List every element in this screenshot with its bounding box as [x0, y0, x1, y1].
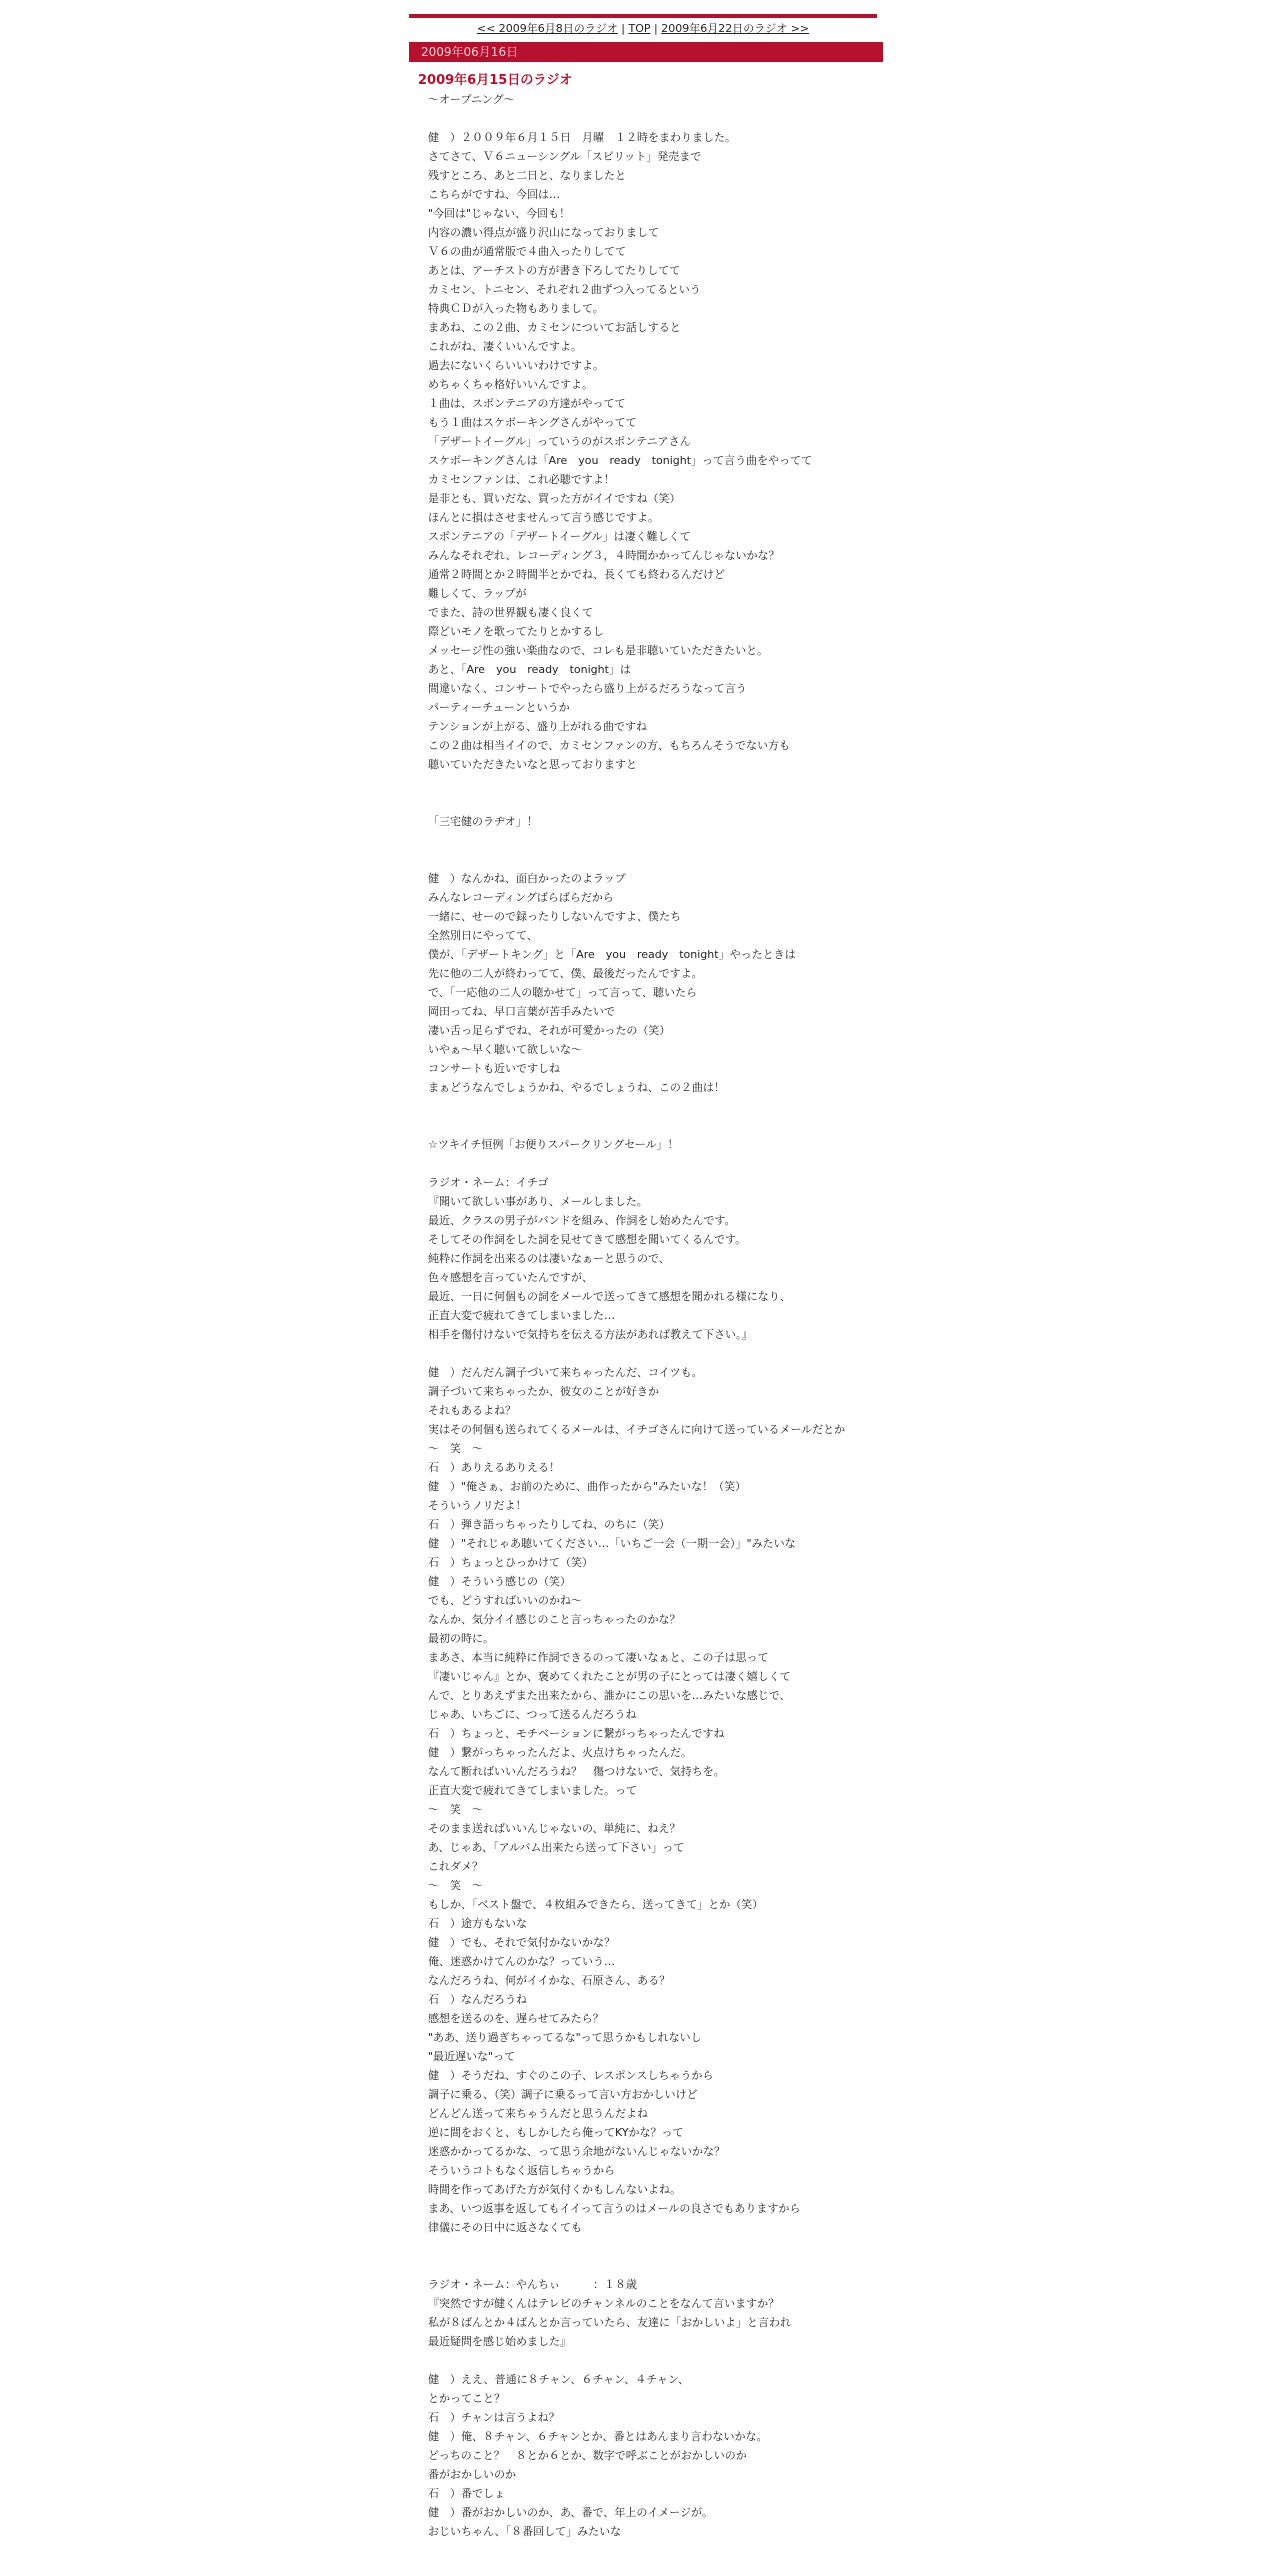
text-line: 俺、迷惑かけてんのかな？っていう… [428, 1955, 615, 1968]
text-line: 石 ）途方もないな [428, 1917, 527, 1930]
text-line: 間違いなく、コンサートでやったら盛り上がるだろうなって言う [428, 682, 747, 695]
text-line: 石 ）番でしょ [428, 2487, 505, 2500]
text-line: 健 ）そういう感じの（笑） [428, 1575, 571, 1588]
blank-line [428, 793, 878, 812]
text-line: 時間を作ってあげた方が気付くかもしんないよね。 [428, 2183, 681, 2196]
text-line: 私が８ばんとか４ばんとか言っていたら、友達に「おかしいよ」と言われ [428, 2316, 791, 2329]
text-line: 『突然ですが健くんはテレビのチャンネルのことをなんて言いますか？ [428, 2297, 780, 2310]
text-line: ほんとに損はさせませんって言う感じですよ。 [428, 511, 659, 524]
text-line: で、「一応他の二人の聴かせて」って言って、聴いたら [428, 986, 698, 999]
text-line: 純粋に作詞を出来るのは凄いなぁーと思うので、 [428, 1252, 670, 1265]
text-line: とかってこと？ [428, 2392, 505, 2405]
text-line: 僕が、「デザートキング」と「Are you ready tonight」やったときは [428, 948, 796, 961]
text-line: "ああ、送り過ぎちゃってるな"って思うかもしれないし [428, 2031, 702, 2044]
text-line: 健 ）"それじゃあ聴いてください…「いちご一会（一期一会）」"みたいな [428, 1537, 796, 1550]
text-line: 最近、クラスの男子がバンドを組み、作詞をし始めたんです。 [428, 1214, 736, 1227]
text-line: 際どいモノを歌ってたりとかするし [428, 625, 604, 638]
text-line: 難しくて、ラップが [428, 587, 527, 600]
text-line: 健 ）そうだね、すぐのこの子、レスポンスしちゃうから [428, 2069, 714, 2082]
text-line: 逆に間をおくと、もしかしたら俺ってKYかな？って [428, 2126, 684, 2139]
text-line: 石 ）なんだろうね [428, 1993, 527, 2006]
text-line: めちゃくちゃ格好いいんですよ。 [428, 378, 593, 391]
text-line: 石 ）ありえるありえる！ [428, 1461, 560, 1474]
text-line: 「デザートイーグル」っていうのがスポンテニアさん [428, 435, 691, 448]
text-line: まあね、この２曲、カミセンについてお話しすると [428, 321, 681, 334]
blank-line [428, 2237, 878, 2256]
text-line: カミセンファンは、これ必聴ですよ！ [428, 473, 615, 486]
text-line: 石 ）ちょっと、モチベーションに繋がっちゃったんですね [428, 1727, 725, 1740]
text-line: でも、どうすればいいのかね～ [428, 1594, 582, 1607]
text-line: Ｖ６の曲が通常版で４曲入ったりしてて [428, 245, 626, 258]
text-line: 岡田ってね、早口言葉が苦手みたいで [428, 1005, 615, 1018]
text-line: 是非とも、買いだな、買った方がイイですね（笑） [428, 492, 681, 505]
text-line: あとは、アーチストの方が書き下ろしてたりしてて [428, 264, 681, 277]
text-line: みんなそれぞれ、レコーディング３，４時間かかってんじゃないかな？ [428, 549, 780, 562]
text-line: 一緒に、せーので録ったりしないんですよ、僕たち [428, 910, 681, 923]
text-line: 過去にないくらいいいわけですよ。 [428, 359, 604, 372]
top-link[interactable]: TOP [628, 22, 651, 35]
text-line: ～オープニング～ [428, 93, 515, 106]
text-line: あと、「Are you ready tonight」は [428, 663, 631, 676]
blank-line [428, 1116, 878, 1135]
text-line: もう１曲はスケボーキングさんがやってて [428, 416, 637, 429]
text-line: 健 ）なんかね、面白かったのよラップ [428, 872, 626, 885]
text-line: まあさ、本当に純粋に作詞できるのって凄いなぁと、この子は思って [428, 1651, 769, 1664]
text-line: これがね、凄くいいんですよ。 [428, 340, 582, 353]
text-line: 正直大変で疲れてきてしまいました… [428, 1309, 615, 1322]
text-line: カミセン、トニセン、それぞれ２曲ずつ入ってるという [428, 283, 701, 296]
text-line: 調子づいて来ちゃったか、彼女のことが好きか [428, 1385, 659, 1398]
text-line: そういうコトもなく返信しちゃうから [428, 2164, 615, 2177]
text-line: 先に他の二人が終わってて、僕、最後だったんですよ。 [428, 967, 703, 980]
text-line: 石 ）チャンは言うよね？ [428, 2411, 560, 2424]
text-line: 残すところ、あと二日と、なりましたと [428, 169, 626, 182]
text-line: スケボーキングさんは「Are you ready tonight」って言う曲をやってて [428, 454, 813, 467]
text-line: そのまま送ればいいんじゃないの、単純に、ねえ？ [428, 1822, 681, 1835]
text-line: じゃあ、いちごに、つって送るんだろうね [428, 1708, 637, 1721]
text-line: ～ 笑 ～ [428, 1803, 483, 1816]
blank-line [428, 1154, 878, 1173]
text-line: おじいちゃん、「８番回して」みたいな [428, 2525, 622, 2538]
header-rule [409, 14, 877, 18]
text-line: 全然別日にやってて、 [428, 929, 538, 942]
text-line: コンサートも近いですしね [428, 1062, 560, 1075]
blank-line [428, 1344, 878, 1363]
blank-line [428, 2351, 878, 2370]
text-line: 「三宅健のラヂオ」！ [428, 815, 538, 828]
text-line: まあ、いつ返事を返してもイイって言うのはメールの良さでもありますから [428, 2202, 801, 2215]
text-line: パーティーチューンというか [428, 701, 570, 714]
text-line: 健 ）ええ、普通に８チャン、６チャン、４チャン、 [428, 2373, 690, 2386]
text-line: あ、じゃあ、「アルバム出来たら送って下さい」って [428, 1841, 685, 1854]
text-line: この２曲は相当イイので、カミセンファンの方、もちろんそうでない方も [428, 739, 791, 752]
text-line: 感想を送るのを、遅らせてみたら？ [428, 2012, 604, 2025]
blank-line [428, 850, 878, 869]
text-line: んで、とりあえずまた出来たから、誰かにこの思いを…みたいな感じで、 [428, 1689, 791, 1702]
text-line: "今回は"じゃない、今回も！ [428, 207, 571, 220]
text-line: 健 ）でも、それで気付かないかな？ [428, 1936, 615, 1949]
text-line: どっちのこと？ ８とか６とか、数字で呼ぶことがおかしいのか [428, 2449, 747, 2462]
nav-separator: | [650, 22, 662, 35]
prev-entry-link[interactable]: << 2009年6月8日のラジオ [476, 22, 618, 35]
text-line: いやぁ～早く聴いて欲しいな～ [428, 1043, 582, 1056]
text-line: ～ 笑 ～ [428, 1442, 483, 1455]
text-line: なんだろうね、何がイイかな、石原さん、ある？ [428, 1974, 671, 1987]
text-line: どんどん送って来ちゃうんだと思うんだよね [428, 2107, 648, 2120]
text-line: 特典ＣＤが入った物もありまして。 [428, 302, 604, 315]
text-line: 迷惑かかってるかな、って思う余地がないんじゃないかな？ [428, 2145, 725, 2158]
text-line: ☆ツキイチ恒例「お便りスパークリングセール」！ [428, 1138, 679, 1151]
blank-line [428, 831, 878, 850]
text-line: でまた、詩の世界観も凄く良くて [428, 606, 593, 619]
blank-line [428, 109, 878, 128]
text-line: これダメ？ [428, 1860, 483, 1873]
blank-line [428, 774, 878, 793]
text-line: １曲は、スポンテニアの方達がやってて [428, 397, 626, 410]
text-line: 健 ）俺、８チャン、６チャンとか、番とはあんまり言わないかな。 [428, 2430, 768, 2443]
text-line: スポンテニアの「デザートイーグル」は凄く難しくて [428, 530, 691, 543]
text-line: 実はその何個も送られてくるメールは、イチゴさんに向けて送っているメールだとか [428, 1423, 846, 1436]
entry-title: 2009年6月15日のラジオ [418, 73, 573, 88]
text-line: さてさて、Ｖ６ニューシングル「スピリット」発売まで [428, 150, 702, 163]
text-line: テンションが上がる、盛り上がれる曲ですね [428, 720, 647, 733]
text-line: 聴いていただきたいなと思っておりますと [428, 758, 637, 771]
text-line: 内容の濃い得点が盛り沢山になっておりまして [428, 226, 659, 239]
blank-line [428, 1097, 878, 1116]
next-entry-link[interactable]: 2009年6月22日のラジオ >> [661, 22, 810, 35]
text-line: 番がおかしいのか [428, 2468, 516, 2481]
page-container [407, 14, 879, 2541]
entry-navigation [407, 22, 879, 42]
text-line: 最近、一日に何個もの詞をメールで送ってきて感想を聞かれる様になり、 [428, 1290, 791, 1303]
date-header: 2009年06月16日 [409, 42, 883, 62]
text-line: 石 ）弾き語っちゃったりしてね、のちに（笑） [428, 1518, 670, 1531]
text-line: ～ 笑 ～ [428, 1879, 483, 1892]
text-line: 凄い舌っ足らずでね、それが可愛かったの（笑） [428, 1024, 671, 1037]
text-line: ラジオ・ネーム：やんちぃ ：１８歳 [428, 2278, 637, 2291]
text-line: そしてその作詞をした詞を見せてきて感想を聞いてくるんです。 [428, 1233, 747, 1246]
text-line: なんて断ればいいんだろうね？ 傷つけないで、気持ちを。 [428, 1765, 725, 1778]
text-line: 最近疑問を感じ始めました』 [428, 2335, 571, 2348]
text-line: みんなレコーディングばらばらだから [428, 891, 614, 904]
text-line: ラジオ・ネーム：イチゴ [428, 1176, 549, 1189]
text-line: 律儀にその日中に返さなくても [428, 2221, 582, 2234]
text-line: こちらがですね、今回は… [428, 188, 560, 201]
text-line: 健 ）繋がっちゃったんだよ、火点けちゃったんだ。 [428, 1746, 692, 1759]
text-line: 調子に乗る、（笑）調子に乗るって言い方おかしいけど [428, 2088, 698, 2101]
text-line: 正直大変で疲れてきてしまいました。って [428, 1784, 637, 1797]
text-line: 『聞いて欲しい事があり、メールしました。 [428, 1195, 648, 1208]
text-line: まぁどうなんでしょうかね、やるでしょうね、この２曲は！ [428, 1081, 725, 1094]
entry-body [428, 90, 878, 2541]
text-line: それもあるよね？ [428, 1404, 516, 1417]
text-line: 最初の時に。 [428, 1632, 494, 1645]
text-line: 健 ）番がおかしいのか、あ、番で、年上のイメージが。 [428, 2506, 714, 2519]
text-line: 色々感想を言っていたんですが、 [428, 1271, 593, 1284]
text-line: メッセージ性の強い楽曲なので、コレも是非聴いていただきたいと。 [428, 644, 769, 657]
text-line: なんか、気分イイ感じのこと言っちゃったのかな？ [428, 1613, 681, 1626]
text-line: 健 ）２００９年６月１５日 月曜 １２時をまわりました。 [428, 131, 736, 144]
text-line: 『凄いじゃん』とか、褒めてくれたことが男の子にとっては凄く嬉しくて [428, 1670, 791, 1683]
blank-line [428, 2256, 878, 2275]
text-line: そういうノリだよ！ [428, 1499, 527, 1512]
nav-separator: | [617, 22, 629, 35]
text-line: "最近遅いな"って [428, 2050, 516, 2063]
text-line: もしか、「ベスト盤で、４枚組みできたら、送ってきて」とか（笑） [428, 1898, 764, 1911]
text-line: 健 ）"俺さぁ、お前のために、曲作ったから"みたいな！（笑） [428, 1480, 747, 1493]
text-line: 石 ）ちょっとひっかけて（笑） [428, 1556, 593, 1569]
text-line: 通常２時間とか２時間半とかでね、長くても終わるんだけど [428, 568, 725, 581]
text-line: 健 ）だんだん調子づいて来ちゃったんだ、コイツも。 [428, 1366, 703, 1379]
text-line: 相手を傷付けないで気持ちを伝える方法があれば教えて下さい。』 [428, 1328, 753, 1341]
